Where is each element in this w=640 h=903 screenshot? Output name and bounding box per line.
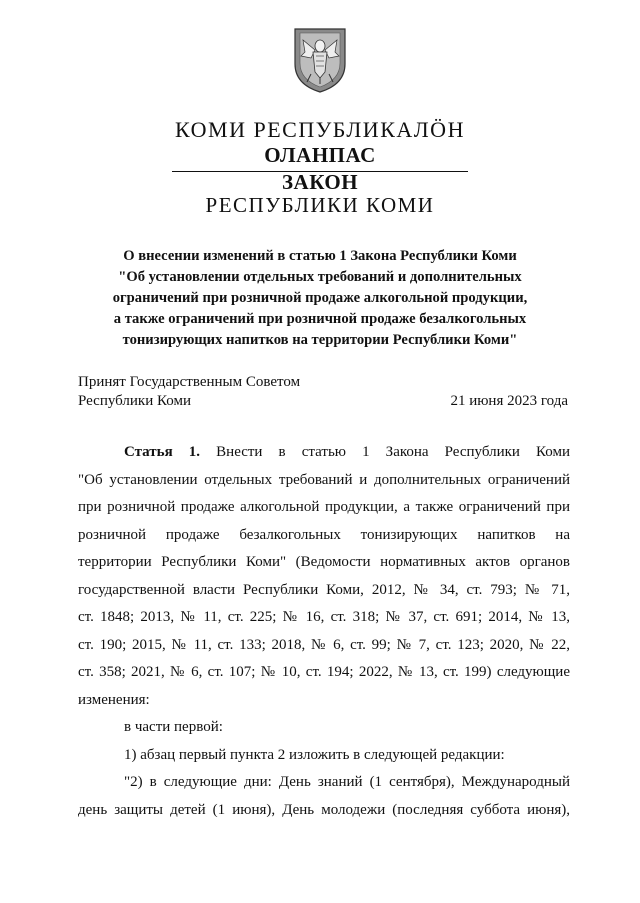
article-label: Статья 1.: [124, 444, 201, 460]
article-line: ст. 358; 2021, № 6, ст. 107; № 10, ст. 194; 2022, № 13, ст. 199) следующие: [78, 664, 570, 680]
title-line: тонизирующих напитков на территории Республики Коми": [122, 332, 518, 348]
article-first-line-text: Внести в статью 1 Закона Республики Коми: [216, 444, 570, 460]
article-body: [78, 439, 570, 824]
header-komi-republic: КОМИ РЕСПУБЛИКАЛӦН: [175, 117, 465, 142]
adoption-date: 21 июня 2023 года: [450, 393, 568, 409]
adoption-line-2: Республики Коми: [78, 393, 191, 409]
article-item-1: 1) абзац первый пункта 2 изложить в следующей редакции:: [124, 746, 505, 763]
adoption-body: [78, 373, 300, 411]
article-line: государственной власти Республики Коми, 2012, № 34, ст. 793; № 71,: [78, 581, 570, 598]
title-line: а также ограничений при розничной продаже безалкогольных: [113, 311, 527, 327]
article-quote-line-2: день защиты детей (1 июня), День молодежи (последняя суббота июня),: [78, 801, 570, 818]
coat-of-arms-emblem: [291, 26, 349, 94]
article-quote-line-1: "2) в следующие дни: День знаний (1 сентября), Международный: [124, 774, 570, 790]
document-title: [80, 246, 560, 351]
title-line: "Об установлении отдельных требований и дополнительных: [118, 269, 522, 285]
header-zakon: ЗАКОН: [281, 170, 359, 194]
article-line: "Об установлении отдельных требований и дополнительных ограничений: [78, 471, 570, 488]
header-respubliki-komi: РЕСПУБЛИКИ КОМИ: [205, 193, 435, 217]
article-line: ст. 190; 2015, № 11, ст. 133; 2018, № 6, ст. 99; № 7, ст. 123; 2020, № 22,: [78, 636, 570, 653]
article-line: при розничной продаже алкогольной продукции, а также ограничений при: [78, 499, 570, 515]
article-line: ст. 1848; 2013, № 11, ст. 225; № 16, ст. 318; № 37, ст. 691; 2014, № 13,: [78, 609, 570, 625]
article-line: территории Республики Коми" (Ведомости нормативных актов органов: [78, 554, 570, 570]
title-line: ограничений при розничной продаже алкогольной продукции,: [112, 290, 528, 306]
adoption-line-1: Принят Государственным Советом: [78, 374, 301, 390]
article-line: розничной продаже безалкогольных тонизирующих напитков на: [78, 526, 570, 543]
article-line-last: изменения:: [78, 691, 150, 708]
header-olanpas: ОЛАНПАС: [264, 143, 376, 167]
article-first-line: [78, 439, 570, 467]
article-part-line: в части первой:: [124, 719, 223, 735]
title-line: О внесении изменений в статью 1 Закона Республики Коми: [123, 248, 517, 264]
